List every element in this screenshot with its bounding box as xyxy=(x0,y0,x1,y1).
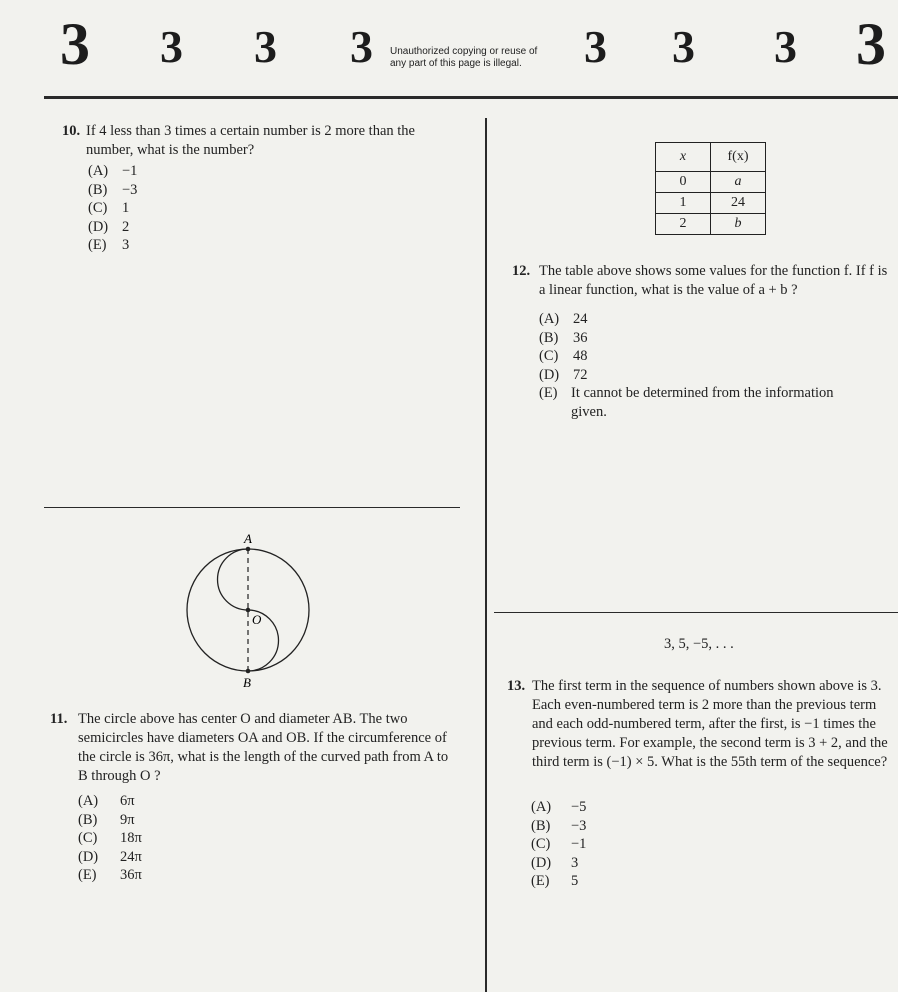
section-number: 3 xyxy=(774,21,797,72)
header-rule xyxy=(44,96,898,99)
answer-choice[interactable]: (C) 18π xyxy=(78,830,142,846)
answer-choice[interactable]: (A) −5 xyxy=(531,799,587,815)
table-row xyxy=(656,214,766,235)
point-a xyxy=(246,547,251,552)
question-number: 13. xyxy=(507,678,526,694)
answer-choice[interactable]: (C) 48 xyxy=(539,348,588,364)
table-header: x xyxy=(656,143,711,172)
answer-choice[interactable]: (B) 36 xyxy=(539,329,588,346)
table-cell: 0 xyxy=(656,172,711,193)
question-divider xyxy=(44,507,460,508)
point-o xyxy=(246,608,251,613)
table-cell: b xyxy=(711,214,766,235)
question-number: 11. xyxy=(50,711,68,727)
section-number: 3 xyxy=(254,21,277,72)
notice-line: Unauthorized copying or reuse of xyxy=(390,46,538,57)
answer-choice[interactable]: (D) 3 xyxy=(531,854,579,871)
answer-choices xyxy=(531,798,586,891)
question-stem: The table above shows some values for the function f. If f is a linear function, what is the value of a + b ? xyxy=(539,263,888,298)
question-12 xyxy=(512,262,890,300)
answer-choice[interactable]: (B) −3 xyxy=(531,817,587,834)
answer-choice[interactable]: (E) It cannot be determined from the information given. xyxy=(539,385,834,420)
section-number: 3 xyxy=(584,21,607,72)
label-b: B xyxy=(243,675,251,690)
question-stem: The first term in the sequence of numbers shown above is 3. Each even-numbered term is 2 more than the previous term and each odd-numbered term, after the first, is −1 times the previous term. For example, the second term is 3 + 2, and the third term is (−1) × 5. What is the 55th term of the sequence? xyxy=(532,678,888,770)
answer-choice[interactable]: (E) 5 xyxy=(531,873,579,889)
answer-choices xyxy=(539,310,879,421)
semicircle-oa xyxy=(218,549,248,610)
answer-choice[interactable]: (D) 2 xyxy=(88,218,130,235)
answer-choice[interactable]: (C) 1 xyxy=(88,200,130,216)
copyright-notice xyxy=(390,46,580,70)
table-cell: 24 xyxy=(711,193,766,214)
notice-line: any part of this page is illegal. xyxy=(390,58,522,69)
question-11 xyxy=(50,710,450,786)
section-number: 3 xyxy=(350,21,373,72)
sequence-display: 3, 5, −5, . . . xyxy=(664,636,734,652)
answer-choice[interactable]: (D) 72 xyxy=(539,366,588,383)
question-stem: The circle above has center O and diameter AB. The two semicircles have diameters OA and OB. If the circumference of the circle is 36π, what is the length of the curved path from A to B through O ? xyxy=(78,711,449,784)
question-10 xyxy=(62,122,442,160)
answer-choice[interactable]: (D) 24π xyxy=(78,848,142,865)
table-row xyxy=(656,193,766,214)
table-cell: 2 xyxy=(656,214,711,235)
answer-choices xyxy=(78,792,142,885)
answer-choice[interactable]: (B) 9π xyxy=(78,811,135,828)
table-header: f(x) xyxy=(711,143,766,172)
answer-choices xyxy=(88,162,137,255)
answer-choice[interactable]: (E) 3 xyxy=(88,237,130,253)
question-divider xyxy=(494,612,898,613)
function-table xyxy=(655,142,766,235)
table-row xyxy=(656,172,766,193)
answer-choice[interactable]: (E) 36π xyxy=(78,867,142,883)
circle-diagram xyxy=(180,532,330,692)
section-number: 3 xyxy=(856,11,886,77)
answer-choice[interactable]: (A) 24 xyxy=(539,311,588,327)
answer-choice[interactable]: (B) −3 xyxy=(88,181,138,198)
section-number: 3 xyxy=(60,11,90,77)
answer-choice[interactable]: (A) 6π xyxy=(78,793,135,809)
table-cell: a xyxy=(711,172,766,193)
question-number: 10. xyxy=(62,123,81,139)
answer-choice[interactable]: (C) −1 xyxy=(531,836,587,852)
section-number: 3 xyxy=(160,21,183,72)
label-o: O xyxy=(252,612,262,627)
question-number: 12. xyxy=(512,263,531,279)
question-stem: If 4 less than 3 times a certain number is 2 more than the number, what is the number? xyxy=(86,123,415,158)
label-a: A xyxy=(244,532,252,546)
question-13 xyxy=(507,677,893,772)
column-divider xyxy=(485,118,487,992)
answer-choice[interactable]: (A) −1 xyxy=(88,163,138,179)
section-number: 3 xyxy=(672,21,695,72)
point-b xyxy=(246,669,251,674)
table-cell: 1 xyxy=(656,193,711,214)
